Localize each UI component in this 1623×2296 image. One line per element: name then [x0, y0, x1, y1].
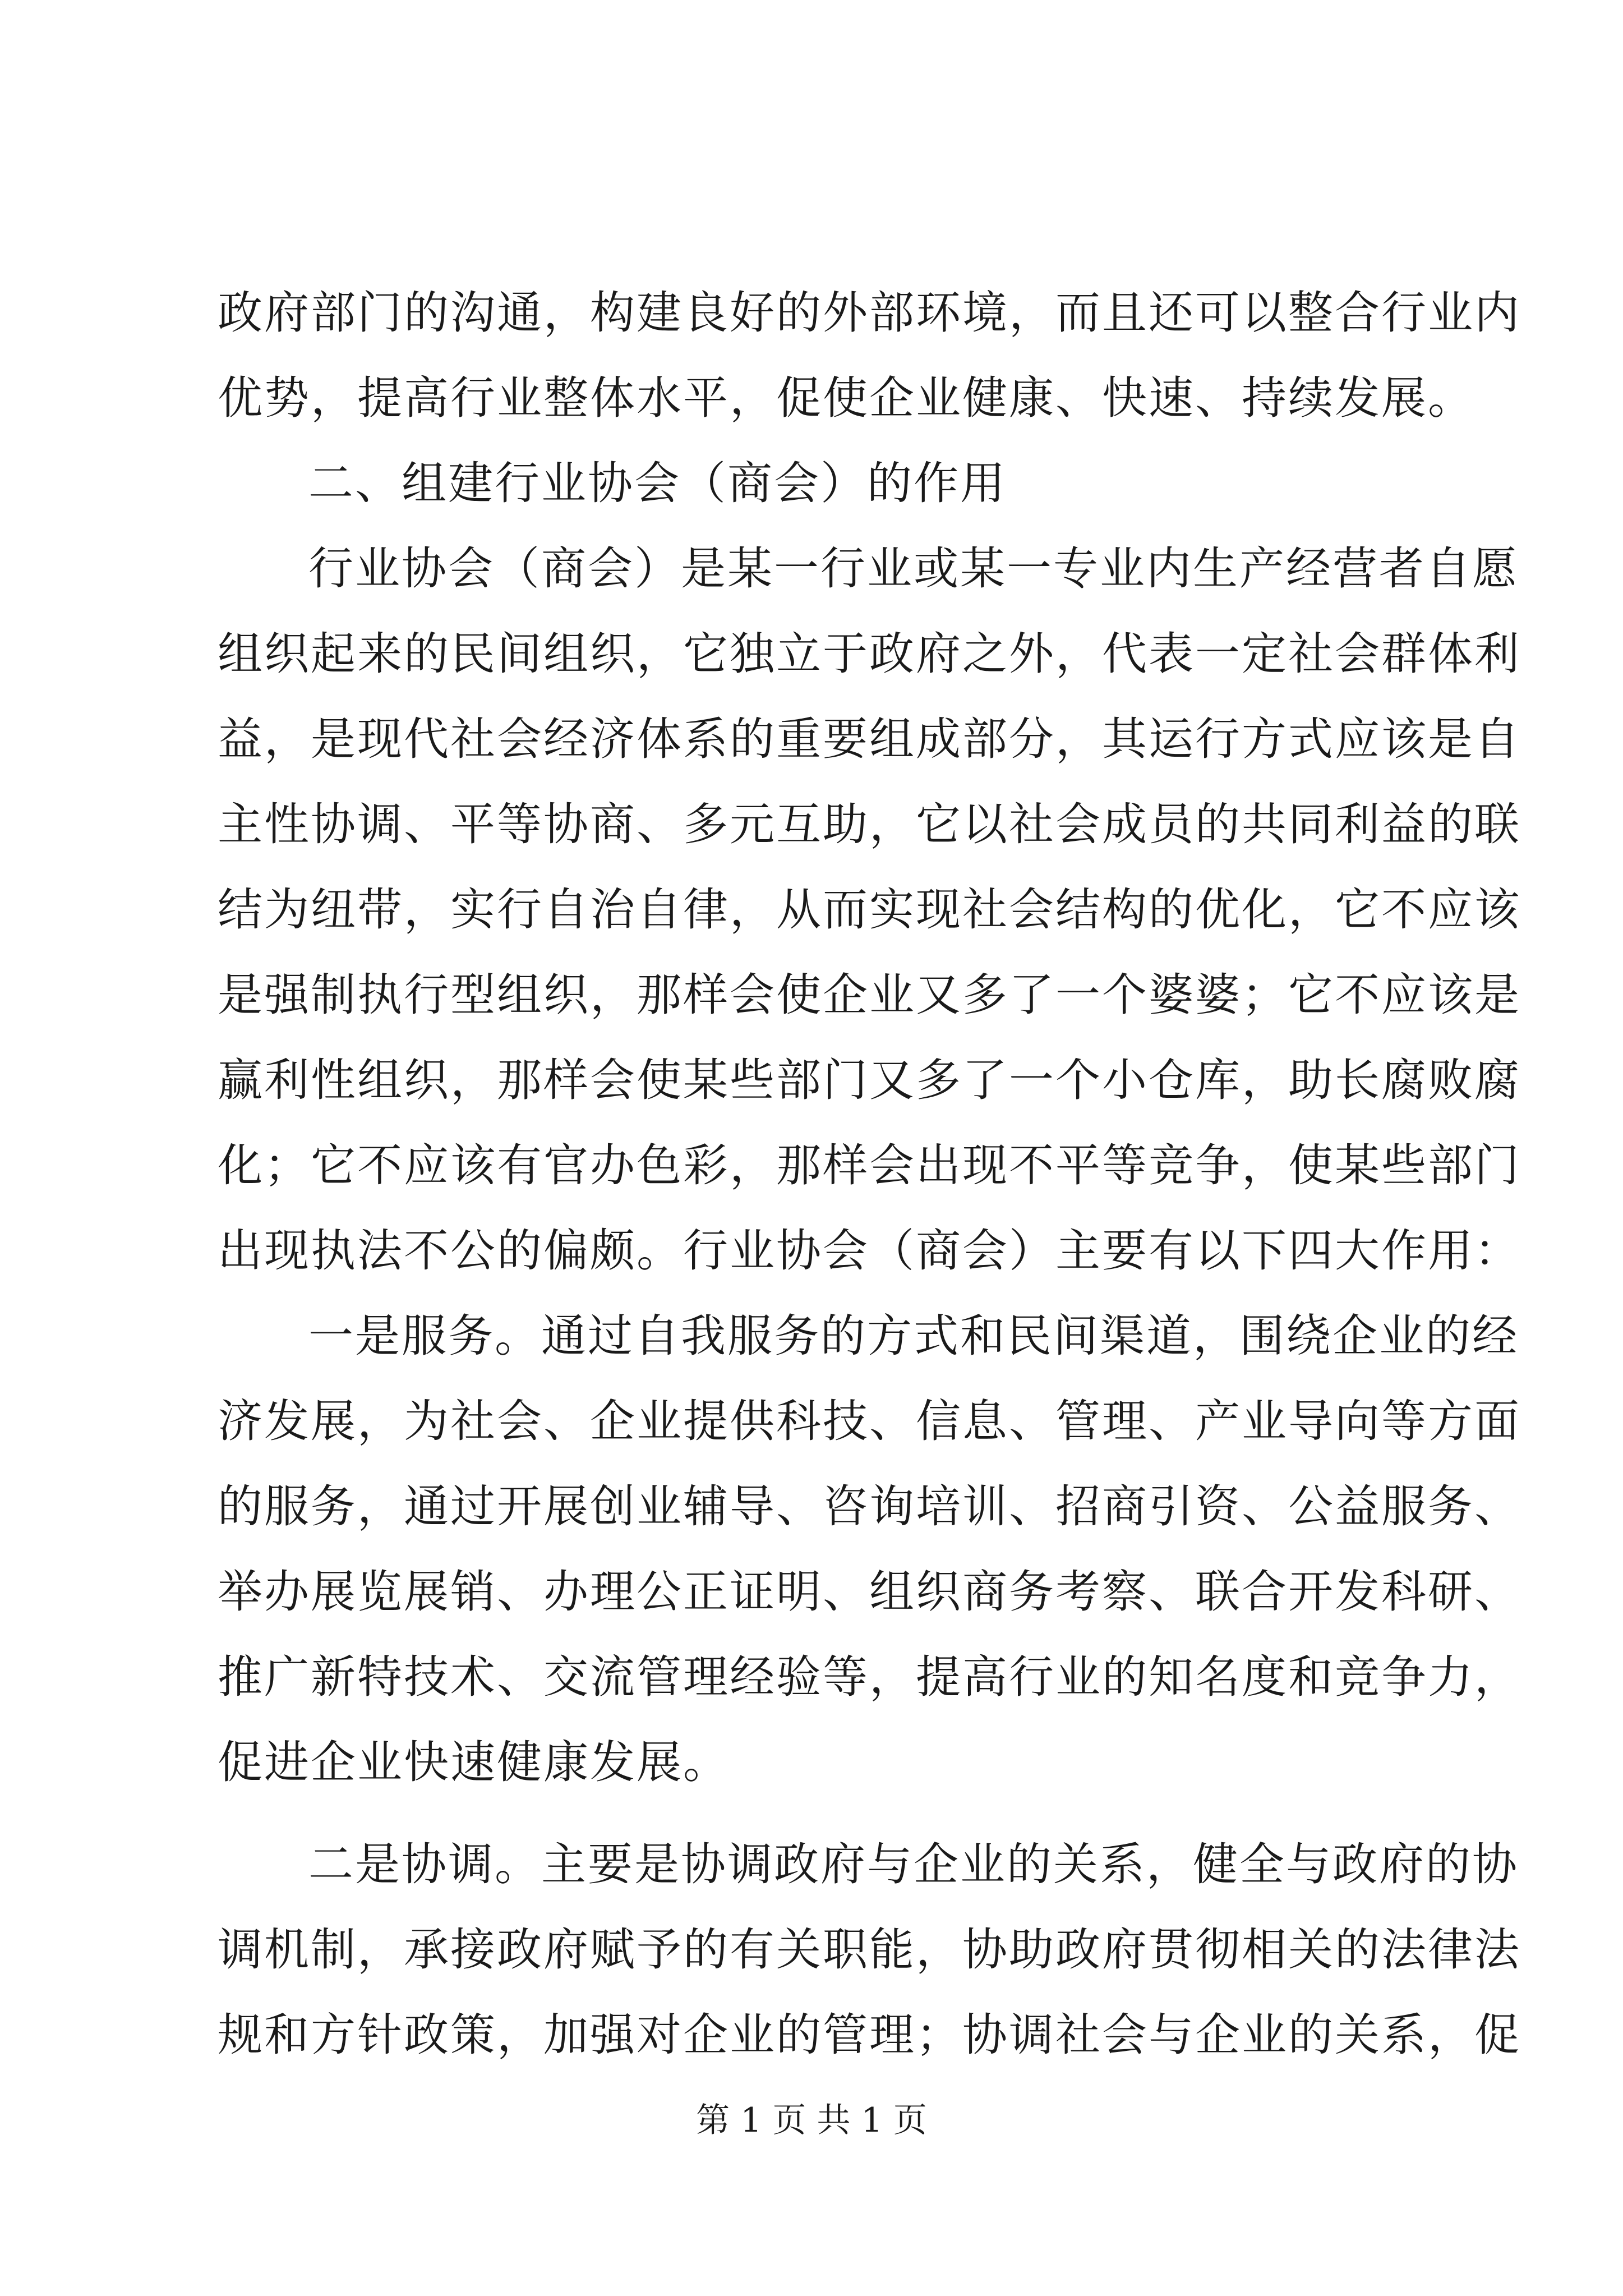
section-heading: 二、组建行业协会（商会）的作用 — [308, 457, 1007, 509]
text-line: 组织起来的民间组织，它独立于政府之外，代表一定社会群体利 — [218, 628, 1521, 680]
text-line: 举办展览展销、办理公正证明、组织商务考察、联合开发科研、 — [218, 1566, 1521, 1618]
text-line: 结为纽带，实行自治自律，从而实现社会结构的优化，它不应该 — [218, 884, 1521, 936]
text-line: 推广新特技术、交流管理经验等，提高行业的知名度和竞争力， — [218, 1651, 1521, 1703]
text-line: 一是服务。通过自我服务的方式和民间渠道，围绕企业的经 — [308, 1310, 1519, 1362]
document-body — [218, 270, 1521, 2078]
text-line: 优势，提高行业整体水平，促使企业健康、快速、持续发展。 — [218, 372, 1474, 424]
text-line: 是强制执行型组织，那样会使企业又多了一个婆婆；它不应该是 — [218, 969, 1521, 1021]
text-line: 行业协会（商会）是某一行业或某一专业内生产经营者自愿 — [308, 542, 1519, 595]
text-line: 调机制，承接政府赋予的有关职能，协助政府贯彻相关的法律法 — [218, 1924, 1521, 1976]
text-line: 政府部门的沟通，构建良好的外部环境，而且还可以整合行业内 — [218, 287, 1521, 339]
text-line: 的服务，通过开展创业辅导、咨询培训、招商引资、公益服务、 — [218, 1480, 1521, 1533]
text-line: 促进企业快速健康发展。 — [218, 1736, 730, 1788]
text-line: 济发展，为社会、企业提供科技、信息、管理、产业导向等方面 — [218, 1395, 1521, 1447]
text-line: 规和方针政策，加强对企业的管理；协调社会与企业的关系，促 — [218, 2009, 1521, 2061]
text-line: 化；它不应该有官办色彩，那样会出现不平等竞争，使某些部门 — [218, 1139, 1521, 1191]
page-footer: 第 1 页 共 1 页 — [696, 2101, 927, 2140]
text-line: 出现执法不公的偏颇。行业协会（商会）主要有以下四大作用： — [218, 1225, 1521, 1277]
text-line: 二是协调。主要是协调政府与企业的关系，健全与政府的协 — [308, 1838, 1519, 1890]
paragraph-gap — [218, 1805, 1418, 1822]
text-line: 赢利性组织，那样会使某些部门又多了一个小仓库，助长腐败腐 — [218, 1054, 1521, 1106]
text-line: 主性协调、平等协商、多元互助，它以社会成员的共同利益的联 — [218, 798, 1521, 850]
text-line: 益，是现代社会经济体系的重要组成部分，其运行方式应该是自 — [218, 713, 1521, 765]
